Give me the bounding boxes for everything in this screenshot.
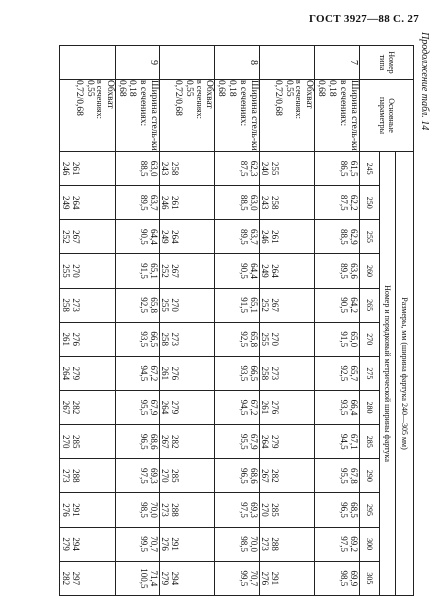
table-cell	[60, 356, 115, 390]
cell-value: 95,5	[239, 433, 250, 450]
parameter-section-value: 0,68	[316, 80, 327, 97]
cell-value: 267	[60, 400, 71, 415]
cell-value: 255	[160, 298, 171, 312]
cell-value: 65,7	[349, 365, 359, 382]
table-row	[60, 46, 115, 596]
cell-value: 267	[70, 230, 81, 244]
row-position: 7	[315, 46, 360, 80]
table-cell	[115, 390, 160, 424]
cell-value: 267	[160, 434, 171, 449]
table-cell	[260, 356, 315, 390]
parameter-section-value: 0,68	[216, 80, 227, 97]
table-cell	[260, 425, 315, 459]
header-size-11: 300	[360, 527, 380, 561]
cell-value: 70,0	[249, 536, 260, 552]
parameter-title: Обхват	[304, 80, 315, 109]
cell-value: 264	[160, 400, 171, 415]
table-cell	[215, 493, 260, 527]
table-cell	[60, 459, 115, 493]
cell-value: 97,5	[139, 467, 150, 484]
cell-value: 261	[170, 195, 181, 210]
table-cell	[60, 425, 115, 459]
table-cell	[260, 390, 315, 424]
table-cell	[160, 390, 215, 424]
cell-value: 270	[70, 264, 81, 278]
table-cell	[115, 356, 160, 390]
row-position	[260, 46, 315, 80]
row-parameter	[160, 80, 215, 152]
cell-value: 65,8	[149, 297, 160, 313]
cell-value: 100,5	[139, 568, 150, 589]
cell-value: 246	[160, 195, 171, 210]
parameter-section-value: 0,55	[284, 80, 295, 97]
parameter-section-value: 0,18	[327, 80, 338, 97]
cell-value: 95,5	[139, 399, 150, 416]
cell-value: 96,5	[239, 467, 250, 484]
table-cell	[260, 254, 315, 288]
parameter-section-value: 0,55	[184, 80, 195, 97]
parameter-title: Ширина стель-ки в сечениях:	[338, 80, 359, 151]
cell-value: 63,7	[149, 194, 160, 211]
cell-value: 255	[60, 264, 71, 278]
table-cell	[60, 254, 115, 288]
cell-value: 282	[270, 469, 281, 483]
parameter-section-value: 0,72/0,68	[73, 80, 84, 116]
cell-value: 70,7	[249, 570, 260, 587]
parameter-section-value: 0,68	[116, 80, 127, 97]
table-cell	[115, 527, 160, 561]
row-position	[60, 46, 115, 80]
cell-value: 87,5	[338, 194, 349, 211]
cell-value: 67,8	[349, 467, 359, 484]
table-cell	[215, 152, 260, 186]
table-cell	[160, 254, 215, 288]
cell-value: 285	[270, 503, 281, 517]
table-cell	[215, 527, 260, 561]
cell-value: 279	[270, 434, 281, 449]
table-cell	[115, 459, 160, 493]
cell-value: 62,2	[349, 194, 359, 211]
cell-value: 66,5	[149, 331, 160, 348]
header-size-2: 255	[360, 220, 380, 254]
cell-value: 88,5	[239, 194, 250, 211]
cell-value: 69,2	[349, 536, 359, 552]
table-cell	[160, 288, 215, 322]
cell-value: 273	[160, 503, 171, 517]
cell-value: 67,1	[349, 433, 359, 450]
cell-value: 66,4	[349, 399, 359, 416]
cell-value: 249	[260, 264, 271, 278]
cell-value: 69,9	[349, 570, 359, 587]
cell-value: 267	[260, 469, 271, 483]
table-cell	[315, 561, 360, 595]
cell-value: 70,0	[149, 502, 160, 518]
cell-value: 66,5	[249, 365, 260, 382]
cell-value: 294	[70, 537, 81, 551]
cell-value: 258	[260, 366, 271, 381]
table-row	[160, 46, 215, 596]
table-cell	[115, 254, 160, 288]
table-cell	[160, 322, 215, 356]
cell-value: 258	[160, 332, 171, 347]
cell-value: 282	[60, 571, 71, 586]
cell-value: 96,5	[139, 433, 150, 450]
cell-value: 95,5	[338, 467, 349, 484]
cell-value: 88,5	[338, 228, 349, 245]
cell-value: 67,2	[149, 365, 160, 382]
table-cell	[215, 220, 260, 254]
cell-value: 67,9	[149, 399, 160, 416]
header-size-0: 245	[360, 152, 380, 186]
cell-value: 65,1	[249, 297, 260, 313]
cell-value: 62,3	[249, 160, 260, 177]
cell-value: 267	[170, 264, 181, 278]
cell-value: 63,0	[249, 194, 260, 211]
cell-value: 261	[60, 332, 71, 347]
row-parameter	[315, 80, 360, 152]
cell-value: 255	[260, 332, 271, 347]
table-cell	[115, 425, 160, 459]
parameter-subtitle: в сечениях:	[294, 80, 304, 119]
rotated-table-container	[14, 45, 414, 595]
parameter-section-value: 0,18	[227, 80, 238, 97]
row-parameter	[215, 80, 260, 152]
table-cell	[315, 288, 360, 322]
cell-value: 88,5	[139, 160, 150, 177]
cell-value: 90,5	[338, 297, 349, 313]
cell-value: 282	[70, 400, 81, 415]
cell-value: 261	[70, 161, 81, 176]
table-cell	[315, 493, 360, 527]
parameter-subtitle: в сечениях:	[194, 80, 204, 119]
cell-value: 273	[270, 366, 281, 381]
cell-value: 89,5	[239, 228, 250, 245]
cell-value: 69,3	[149, 467, 160, 484]
table-cell	[315, 152, 360, 186]
cell-value: 276	[170, 366, 181, 381]
table-cell	[260, 527, 315, 561]
cell-value: 243	[160, 161, 171, 176]
header-size-10: 295	[360, 493, 380, 527]
table-cell	[315, 527, 360, 561]
cell-value: 71,4	[149, 570, 160, 587]
cell-value: 64,2	[349, 297, 359, 313]
table-cell	[260, 186, 315, 220]
cell-value: 291	[270, 571, 281, 586]
cell-value: 252	[160, 264, 171, 278]
cell-value: 264	[170, 230, 181, 244]
table-cell	[115, 152, 160, 186]
cell-value: 258	[60, 298, 71, 312]
cell-value: 279	[60, 537, 71, 551]
table-cell	[315, 356, 360, 390]
cell-value: 67,9	[249, 433, 260, 450]
cell-value: 240	[260, 161, 271, 176]
cell-value: 97,5	[239, 502, 250, 518]
parameter-subtitle: в сечениях:	[94, 80, 104, 119]
cell-value: 94,5	[139, 365, 150, 382]
row-parameter	[60, 80, 115, 152]
table-cell	[215, 254, 260, 288]
cell-value: 282	[170, 434, 181, 449]
table-cell	[60, 288, 115, 322]
cell-value: 276	[260, 571, 271, 586]
cell-value: 90,5	[139, 228, 150, 245]
cell-value: 270	[60, 434, 71, 449]
cell-value: 288	[270, 537, 281, 551]
cell-value: 91,5	[139, 263, 150, 279]
cell-value: 93,5	[338, 399, 349, 416]
data-table	[59, 45, 414, 596]
cell-value: 270	[270, 332, 281, 347]
table-cell	[315, 254, 360, 288]
cell-value: 291	[70, 503, 81, 517]
cell-value: 61,5	[349, 160, 359, 177]
header-size-4: 265	[360, 288, 380, 322]
header-size-5: 270	[360, 322, 380, 356]
table-cell	[215, 425, 260, 459]
table-cell	[215, 561, 260, 595]
cell-value: 91,5	[338, 331, 349, 348]
header-group-title: Размеры, мм (ширина фартука 240—305 мм)	[396, 152, 414, 596]
cell-value: 270	[170, 298, 181, 312]
table-cell	[60, 220, 115, 254]
cell-value: 267	[270, 298, 281, 312]
parameter-title: Ширина стель-ки в сечениях:	[238, 80, 260, 151]
cell-value: 288	[70, 469, 81, 483]
table-cell	[160, 186, 215, 220]
table-cell	[160, 425, 215, 459]
cell-value: 270	[160, 469, 171, 483]
cell-value: 63,7	[249, 228, 260, 245]
table-cell	[160, 561, 215, 595]
cell-value: 249	[160, 230, 171, 244]
table-cell	[160, 527, 215, 561]
cell-value: 252	[60, 230, 71, 244]
cell-value: 261	[270, 230, 281, 244]
cell-value: 69,3	[249, 502, 260, 518]
cell-value: 87,5	[239, 160, 250, 177]
cell-value: 98,5	[338, 570, 349, 587]
header-size-9: 290	[360, 459, 380, 493]
cell-value: 91,5	[239, 297, 250, 313]
cell-value: 86,5	[338, 160, 349, 177]
table-cell	[260, 288, 315, 322]
header-subgroup-title: Номер и порядковый метрической ширины фартука	[380, 152, 396, 596]
table-cell	[260, 459, 315, 493]
cell-value: 264	[70, 195, 81, 210]
row-parameter	[115, 80, 160, 152]
table-cell	[215, 186, 260, 220]
cell-value: 89,5	[338, 263, 349, 279]
cell-value: 68,5	[349, 502, 359, 518]
row-position: 9	[115, 46, 160, 80]
cell-value: 249	[60, 195, 71, 210]
header-size-7: 280	[360, 390, 380, 424]
table-row	[260, 46, 315, 596]
header-size-6: 275	[360, 356, 380, 390]
cell-value: 243	[260, 195, 271, 210]
cell-value: 285	[70, 434, 81, 449]
cell-value: 291	[170, 537, 181, 551]
cell-value: 294	[170, 571, 181, 586]
cell-value: 273	[60, 469, 71, 483]
cell-value: 264	[270, 264, 281, 278]
header-position: Номер типа	[360, 46, 414, 80]
cell-value: 92,5	[139, 297, 150, 313]
row-position	[160, 46, 215, 80]
row-position: 8	[215, 46, 260, 80]
cell-value: 273	[260, 537, 271, 551]
parameter-section-value: 0,55	[84, 80, 95, 97]
cell-value: 63,6	[349, 263, 359, 279]
cell-value: 93,5	[239, 365, 250, 382]
table-cell	[215, 356, 260, 390]
header-size-1: 250	[360, 186, 380, 220]
table-cell	[215, 390, 260, 424]
table-cell	[160, 152, 215, 186]
cell-value: 273	[70, 298, 81, 312]
cell-value: 70,7	[149, 536, 160, 552]
cell-value: 97,5	[338, 536, 349, 552]
cell-value: 252	[260, 298, 271, 312]
cell-value: 92,5	[338, 365, 349, 382]
cell-value: 279	[160, 571, 171, 586]
table-cell	[260, 220, 315, 254]
table-cell	[315, 220, 360, 254]
table-cell	[315, 390, 360, 424]
table-row	[215, 46, 260, 596]
cell-value: 92,5	[239, 331, 250, 348]
table-cell	[260, 322, 315, 356]
cell-value: 99,5	[139, 536, 150, 552]
cell-value: 67,2	[249, 399, 260, 416]
cell-value: 261	[260, 400, 271, 415]
table-continuation-label: Продолжение табл. 14	[419, 32, 430, 131]
cell-value: 94,5	[338, 433, 349, 450]
cell-value: 246	[260, 230, 271, 244]
table-cell	[60, 561, 115, 595]
table-row	[115, 46, 160, 596]
cell-value: 255	[270, 161, 281, 176]
parameter-title: Обхват	[104, 80, 115, 109]
table-cell	[60, 527, 115, 561]
cell-value: 99,5	[239, 570, 250, 587]
cell-value: 64,4	[249, 263, 260, 279]
table-cell	[160, 493, 215, 527]
table-cell	[315, 459, 360, 493]
table-cell	[215, 288, 260, 322]
cell-value: 94,5	[239, 399, 250, 416]
cell-value: 279	[70, 366, 81, 381]
cell-value: 65,1	[149, 263, 160, 279]
cell-value: 90,5	[239, 263, 250, 279]
parameter-section-value: 0,72/0,68	[173, 80, 184, 116]
table-cell	[260, 561, 315, 595]
row-parameter	[260, 80, 315, 152]
cell-value: 63,0	[149, 160, 160, 177]
cell-value: 297	[70, 571, 81, 586]
table-cell	[315, 322, 360, 356]
cell-value: 270	[260, 503, 271, 517]
header-size-12: 305	[360, 561, 380, 595]
cell-value: 273	[170, 332, 181, 347]
table-cell	[60, 186, 115, 220]
table-cell	[115, 288, 160, 322]
table-cell	[60, 390, 115, 424]
table-cell	[160, 356, 215, 390]
table-cell	[115, 561, 160, 595]
table-cell	[215, 322, 260, 356]
cell-value: 89,5	[139, 194, 150, 211]
cell-value: 98,5	[239, 536, 250, 552]
cell-value: 276	[270, 400, 281, 415]
table-cell	[115, 493, 160, 527]
table-cell	[315, 186, 360, 220]
page-header: ГОСТ 3927—88 С. 27	[308, 13, 419, 25]
header-parameter: Основные параметры	[360, 80, 414, 152]
table-cell	[260, 493, 315, 527]
table-cell	[315, 425, 360, 459]
table-cell	[115, 186, 160, 220]
parameter-title: Ширина стель-ки в сечениях:	[138, 80, 160, 151]
cell-value: 258	[270, 195, 281, 210]
cell-value: 288	[170, 503, 181, 517]
cell-value: 64,4	[149, 228, 160, 245]
cell-value: 246	[60, 161, 71, 176]
cell-value: 258	[170, 161, 181, 176]
parameter-section-value: 0,72/0,68	[273, 80, 284, 116]
cell-value: 264	[260, 434, 271, 449]
table-cell	[160, 459, 215, 493]
cell-value: 93,5	[139, 331, 150, 348]
parameter-title: Обхват	[204, 80, 215, 109]
table-cell	[260, 152, 315, 186]
cell-value: 279	[170, 400, 181, 415]
table-cell	[215, 459, 260, 493]
header-size-8: 285	[360, 425, 380, 459]
cell-value: 65,0	[349, 331, 359, 348]
cell-value: 285	[170, 469, 181, 483]
cell-value: 276	[160, 537, 171, 551]
table-cell	[115, 322, 160, 356]
table-cell	[160, 220, 215, 254]
header-size-3: 260	[360, 254, 380, 288]
cell-value: 96,5	[338, 502, 349, 518]
table-cell	[115, 220, 160, 254]
cell-value: 68,6	[149, 433, 160, 450]
parameter-section-value: 0,18	[127, 80, 138, 97]
cell-value: 98,5	[139, 502, 150, 518]
cell-value: 276	[60, 503, 71, 517]
table-row	[315, 46, 360, 596]
cell-value: 68,6	[249, 467, 260, 484]
cell-value: 62,9	[349, 228, 359, 245]
cell-value: 65,8	[249, 331, 260, 348]
table-cell	[60, 152, 115, 186]
cell-value: 276	[70, 332, 81, 347]
cell-value: 261	[160, 366, 171, 381]
table-cell	[60, 493, 115, 527]
table-cell	[60, 322, 115, 356]
cell-value: 264	[60, 366, 71, 381]
